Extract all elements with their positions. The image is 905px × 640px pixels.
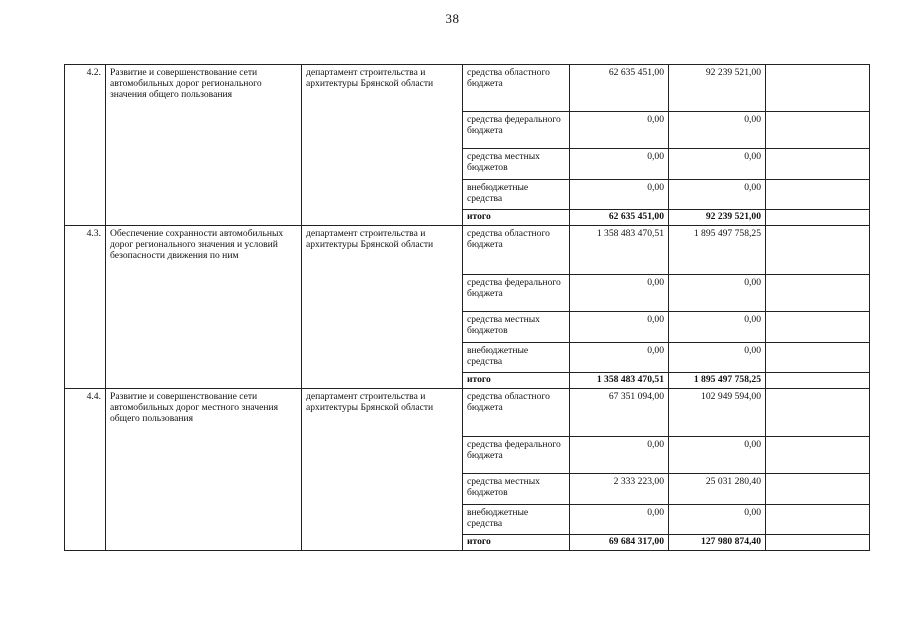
amount-2: 102 949 594,00	[669, 389, 766, 437]
empty-cell	[766, 373, 870, 389]
funding-source: средства местных бюджетов	[463, 474, 570, 505]
amount-1: 0,00	[570, 312, 669, 343]
amount-1: 62 635 451,00	[570, 65, 669, 112]
amount-2: 0,00	[669, 343, 766, 373]
empty-cell	[766, 343, 870, 373]
empty-cell	[766, 149, 870, 180]
total-amount-1: 1 358 483 470,51	[570, 373, 669, 389]
total-amount-2: 127 980 874,40	[669, 535, 766, 551]
funding-source: внебюджетные средства	[463, 180, 570, 210]
funding-source: средства местных бюджетов	[463, 312, 570, 343]
funding-source: средства областного бюджета	[463, 65, 570, 112]
amount-1: 0,00	[570, 149, 669, 180]
page-number: 38	[445, 11, 460, 26]
empty-cell	[766, 112, 870, 149]
funding-source: внебюджетные средства	[463, 505, 570, 535]
empty-cell	[766, 275, 870, 312]
empty-cell	[766, 389, 870, 437]
total-amount-1: 69 684 317,00	[570, 535, 669, 551]
funding-source: средства областного бюджета	[463, 226, 570, 275]
table-row	[65, 65, 870, 112]
empty-cell	[766, 312, 870, 343]
amount-2: 0,00	[669, 505, 766, 535]
section-executor: департамент строительства и архитектуры Брянской области	[302, 226, 463, 389]
amount-1: 0,00	[570, 343, 669, 373]
funding-source: средства областного бюджета	[463, 389, 570, 437]
empty-cell	[766, 180, 870, 210]
amount-1: 0,00	[570, 505, 669, 535]
empty-cell	[766, 210, 870, 226]
amount-2: 1 895 497 758,25	[669, 226, 766, 275]
section-name: Обеспечение сохранности автомобильных дорог регионального значения и условий безопасности движения по ним	[106, 226, 302, 389]
amount-2: 0,00	[669, 112, 766, 149]
amount-2: 0,00	[669, 437, 766, 474]
section-executor: департамент строительства и архитектуры Брянской области	[302, 65, 463, 226]
empty-cell	[766, 437, 870, 474]
empty-cell	[766, 65, 870, 112]
funding-table	[64, 64, 870, 551]
empty-cell	[766, 474, 870, 505]
amount-1: 0,00	[570, 112, 669, 149]
section-name: Развитие и совершенствование сети автомобильных дорог регионального значения общего пользования	[106, 65, 302, 226]
section-name: Развитие и совершенствование сети автомобильных дорог местного значения общего пользования	[106, 389, 302, 551]
section-code: 4.4.	[65, 389, 106, 551]
total-amount-1: 62 635 451,00	[570, 210, 669, 226]
empty-cell	[766, 535, 870, 551]
amount-1: 0,00	[570, 180, 669, 210]
amount-1: 2 333 223,00	[570, 474, 669, 505]
amount-1: 0,00	[570, 275, 669, 312]
table-row	[65, 226, 870, 275]
funding-source: внебюджетные средства	[463, 343, 570, 373]
amount-2: 0,00	[669, 149, 766, 180]
section-code: 4.2.	[65, 65, 106, 226]
amount-2: 25 031 280,40	[669, 474, 766, 505]
amount-2: 0,00	[669, 312, 766, 343]
total-label: итого	[463, 210, 570, 226]
amount-1: 0,00	[570, 437, 669, 474]
funding-source: средства местных бюджетов	[463, 149, 570, 180]
total-label: итого	[463, 373, 570, 389]
funding-source: средства федерального бюджета	[463, 437, 570, 474]
funding-source: средства федерального бюджета	[463, 275, 570, 312]
amount-1: 1 358 483 470,51	[570, 226, 669, 275]
amount-2: 92 239 521,00	[669, 65, 766, 112]
table-row	[65, 389, 870, 437]
amount-2: 0,00	[669, 180, 766, 210]
amount-2: 0,00	[669, 275, 766, 312]
total-label: итого	[463, 535, 570, 551]
section-code: 4.3.	[65, 226, 106, 389]
section-executor: департамент строительства и архитектуры Брянской области	[302, 389, 463, 551]
total-amount-2: 1 895 497 758,25	[669, 373, 766, 389]
total-amount-2: 92 239 521,00	[669, 210, 766, 226]
empty-cell	[766, 226, 870, 275]
empty-cell	[766, 505, 870, 535]
funding-source: средства федерального бюджета	[463, 112, 570, 149]
amount-1: 67 351 094,00	[570, 389, 669, 437]
